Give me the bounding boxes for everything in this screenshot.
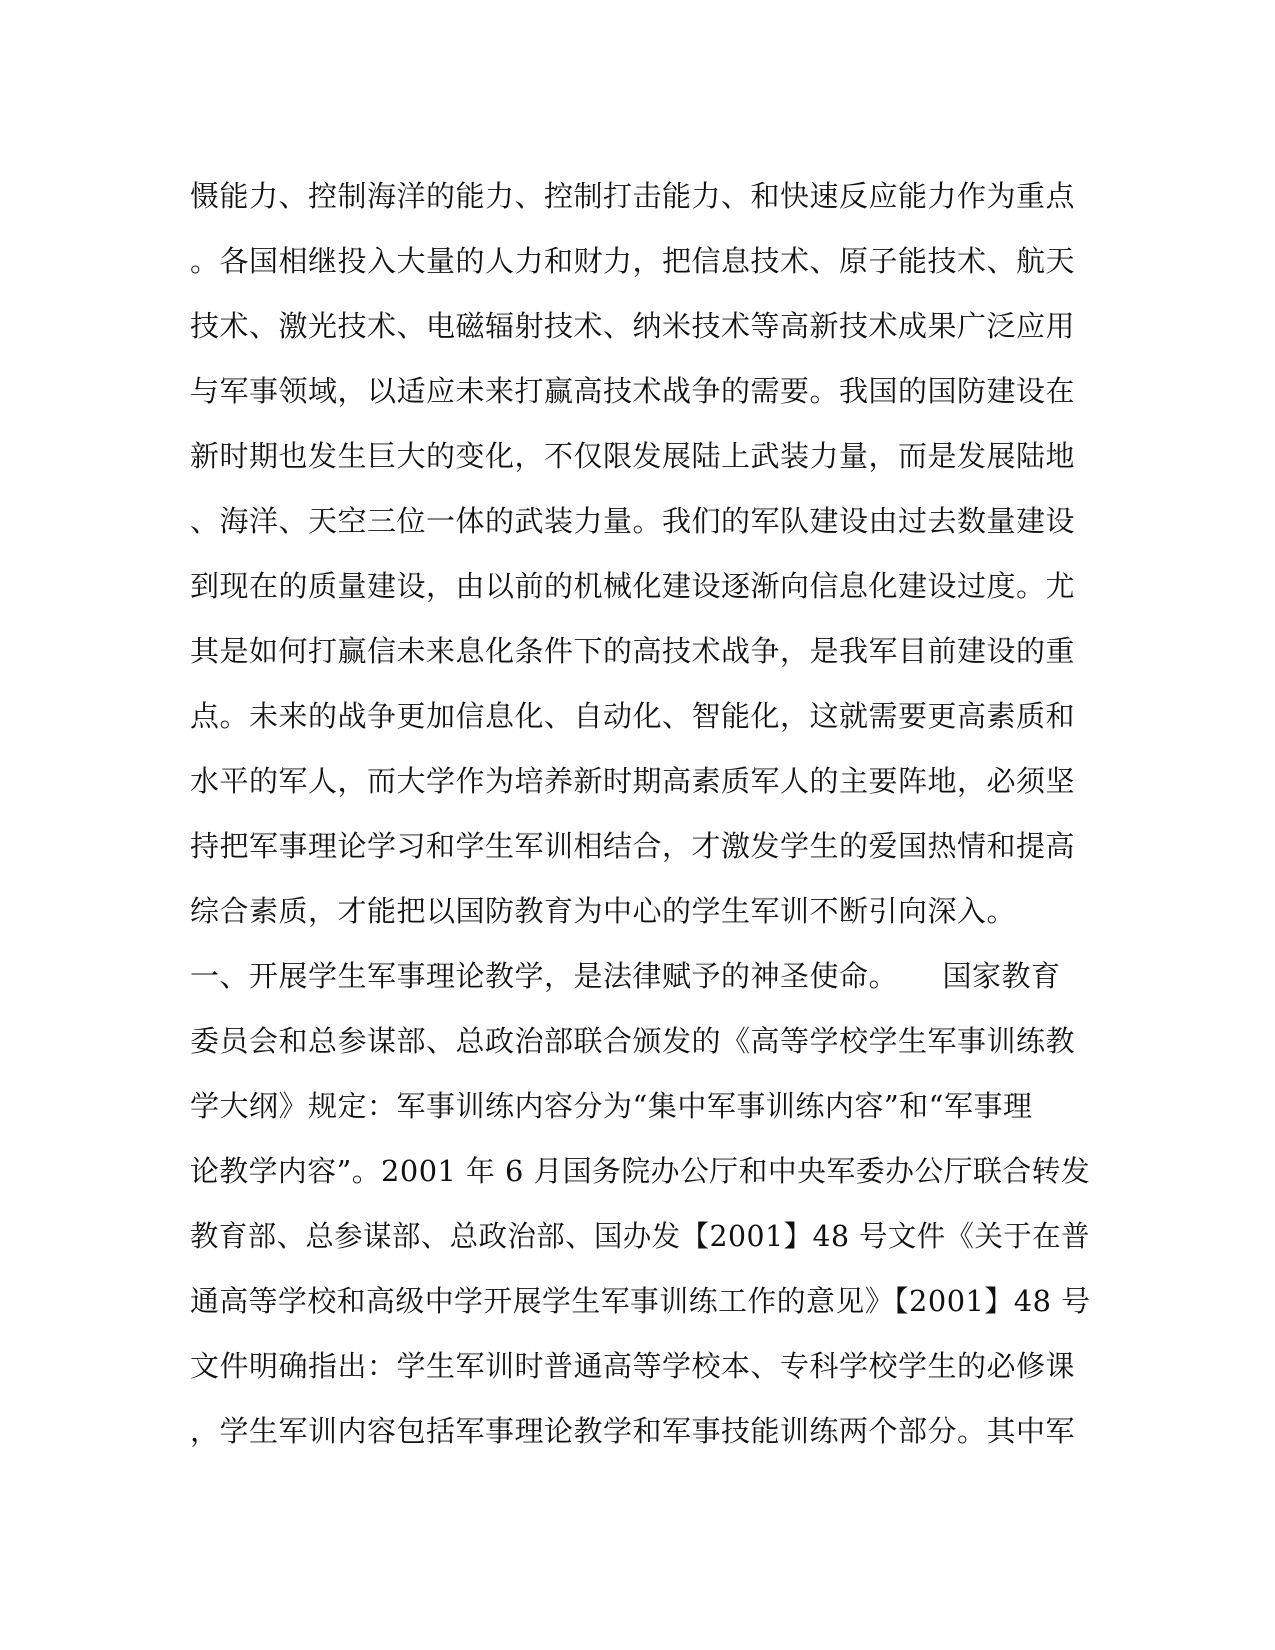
text-line: 通高等学校和高级中学开展学生军事训练工作的意见》【2001】48 号	[190, 1284, 1091, 1318]
text-line: 综合素质，才能把以国防教育为中心的学生军训不断引向深入。	[190, 894, 1017, 928]
text-line: ，学生军训内容包括军事理论教学和军事技能训练两个部分。其中军	[190, 1414, 1076, 1448]
text-line: 慑能力、控制海洋的能力、控制打击能力、和快速反应能力作为重点	[190, 179, 1076, 213]
text-line: 教育部、总参谋部、总政治部、国办发【2001】48 号文件《关于在普	[190, 1219, 1090, 1253]
text-line: 与军事领域，以适应未来打赢高技术战争的需要。我国的国防建设在	[190, 374, 1076, 408]
text-line: 水平的军人，而大学作为培养新时期高素质军人的主要阵地，必须坚	[190, 764, 1076, 798]
text-line: 、海洋、天空三位一体的武装力量。我们的军队建设由过去数量建设	[190, 504, 1076, 538]
text-line: 技术、激光技术、电磁辐射技术、纳米技术等高新技术成果广泛应用	[190, 309, 1076, 343]
text-line: 委员会和总参谋部、总政治部联合颁发的《高等学校学生军事训练教	[190, 1024, 1076, 1058]
text-line: 。各国相继投入大量的人力和财力，把信息技术、原子能技术、航天	[190, 244, 1076, 278]
text-line: 新时期也发生巨大的变化，不仅限发展陆上武装力量，而是发展陆地	[190, 439, 1076, 473]
text-line: 点。未来的战争更加信息化、自动化、智能化，这就需要更高素质和	[190, 699, 1076, 733]
text-line: 到现在的质量建设，由以前的机械化建设逐渐向信息化建设过度。尤	[190, 569, 1076, 603]
body-text	[190, 164, 1090, 1464]
text-line: 论教学内容”。2001 年 6 月国务院办公厅和中央军委办公厅联合转发	[190, 1154, 1091, 1188]
text-line: 文件明确指出：学生军训时普通高等学校本、专科学校学生的必修课	[190, 1349, 1076, 1383]
text-line: 持把军事理论学习和学生军训相结合，才激发学生的爱国热情和提高	[190, 829, 1076, 863]
text-line: 一、开展学生军事理论教学，是法律赋予的神圣使命。 国家教育	[190, 959, 1061, 993]
text-line: 其是如何打赢信未来息化条件下的高技术战争，是我军目前建设的重	[190, 634, 1076, 668]
text-line: 学大纲》规定：军事训练内容分为“集中军事训练内容”和“军事理	[190, 1089, 1033, 1123]
